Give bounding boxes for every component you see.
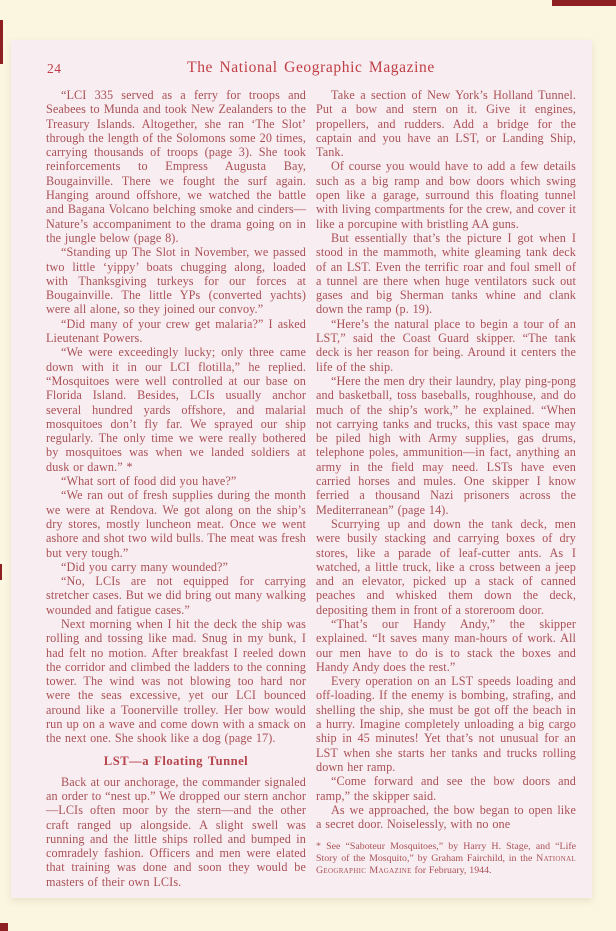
paragraph: “Here’s the natural place to begin a tour of an LST,” said the Coast Guard skipper. “The tank deck is her reason for being. Around it centers the life of the ship. <box>316 316 576 374</box>
running-title: The National Geographic Magazine <box>187 59 435 76</box>
paragraph: “No, LCIs are not equipped for carrying stretcher cases. But we did bring out many walking wounded and fatigue cases.” <box>46 574 306 617</box>
footnote-text: for February, 1944. <box>411 865 492 877</box>
text-columns <box>46 88 576 889</box>
left-column <box>46 88 306 889</box>
paragraph: Next morning when I hit the deck the ship was rolling and tossing like mad. Snug in my bunk, I had felt no motion. After breakfast I reeled down the corridor and climbed the ladders to the conning tower. The wind was not blowing too hard nor were the seas excessive, yet our LCI bounced around like a Toonerville trolley. Her bow would run up on a wave and come down with a smack on the next one. She shook like a dog (page 17). <box>46 616 306 746</box>
book-edge-accent-bottom-left <box>0 923 8 931</box>
paragraph: But essentially that’s the picture I got when I stood in the mammoth, white gleaming tank deck of an LST. Even the terrific roar and foul smell of a tunnel are there when huge ventilators suck out gases and big Sherman tanks whine and clank down the ramp (p. 19). <box>316 230 576 317</box>
book-edge-accent-top-right <box>552 0 616 6</box>
paragraph: Scurrying up and down the tank deck, men were busily stacking and carrying boxes of dry stores, like a parade of leaf-cutter ants. As I watched, a little truck, like a cross between a jeep and an elevator, picked up a stack of canned peaches and whisked them down the deck, depositing them in front of a storeroom door. <box>316 516 576 617</box>
paragraph: “We ran out of fresh supplies during the month we were at Rendova. We got along on the ship’s dry stores, mostly luncheon meat. Once we went ashore and shot two wild bulls. The meat was fresh but very tough.” <box>46 488 306 560</box>
paragraph: “Here the men dry their laundry, play ping-pong and basketball, toss baseballs, roughhouse, and do much of the ship’s work,” he explained. “When not carrying tanks and trucks, this vast space may be piled high with Army supplies, gas drums, telephone poles, ammunition—in fact, anything an army in the field may need. LSTs have even carried horses and mules. One skipper I know ferried a thousand Nazi prisoners across the Mediterranean” (page 14). <box>316 373 576 517</box>
paragraph: “LCI 335 served as a ferry for troops and Seabees to Munda and took New Zealanders to the Treasury Islands. Altogether, she ran ‘The Slot’ through the length of the Solomons some 20 times, carrying thousands of troops (page 3). She took reinforcements to Empress Augusta Bay, Bougainville. There we fought the surf again. Hanging around offshore, we watched the battle and Bagana Volcano belching smoke and cinders—Nature’s accompaniment to the drama going on in the jungle below (page 8). <box>46 88 306 245</box>
footnote-magazine-name: National Geographic Magazine <box>316 853 576 877</box>
paragraph: “What sort of food did you have?” <box>61 474 237 489</box>
magazine-page <box>11 40 592 898</box>
paragraph: “Did many of your crew get malaria?” I asked Lieutenant Powers. <box>46 316 306 346</box>
footnote <box>316 841 576 877</box>
paragraph: Back at our anchorage, the commander signaled an order to “nest up.” We dropped our stern anchor—LCIs often moor by the stern—and the other craft ranged up alongside. A slight swell was running and the little ships rolled and bumped in comradely fashion. Officers and men were elated that training was done and soon they would be masters of their own LCIs. <box>46 774 306 889</box>
paragraph: “Come forward and see the bow doors and ramp,” the skipper said. <box>316 774 576 803</box>
paragraph: “Did you carry many wounded?” <box>61 559 229 574</box>
section-heading: LST—a Floating Tunnel <box>103 753 249 768</box>
book-edge-accent-left-mid <box>0 564 2 580</box>
paragraph: “We were exceedingly lucky; only three came down with it in our LCI flotilla,” he replied. “Mosquitoes were well controlled at our base on Florida Island. Besides, LCIs usually anchor several hundred yards offshore, and malarial mosquitoes don’t fly far. We sprayed our ship regularly. The only time we were really bothered by mosquitoes was when we landed soldiers at dusk or dawn.” * <box>46 345 306 474</box>
paragraph: Every operation on an LST speeds loading and off-loading. If the enemy is bombing, strafing, and shelling the ship, she must be got off the beach in a hurry. Imagine completely unloading a big cargo ship in 45 minutes! Yet that’s not unusual for an LST when she starts her tanks and trucks rolling down her ramp. <box>316 674 576 774</box>
paragraph: Take a section of New York’s Holland Tunnel. Put a bow and stern on it. Give it engines, propellers, and rudders. Add a bridge for the captain and you have an LST, or Landing Ship, Tank. <box>316 88 576 160</box>
right-column <box>316 88 576 889</box>
book-edge-accent-left-top <box>0 20 3 64</box>
paragraph: As we approached, the bow began to open like a secret door. Noiselessly, with no one <box>316 802 576 832</box>
paragraph: “Standing up The Slot in November, we passed two little ‘yippy’ boats chugging along, loaded with Thanksgiving turkeys for our forces at Bougainville. The little YPs (converted yachts) were all alone, so they joined our convoy.” <box>46 245 306 317</box>
paragraph: Of course you would have to add a few details such as a big ramp and bow doors which swing open like a garage, surround this floating tunnel with living compartments for the crew, and cover it like a porcupine with bristling AA guns. <box>316 159 576 231</box>
page-number: 24 <box>47 61 62 76</box>
page-header <box>46 59 576 79</box>
paragraph: “That’s our Handy Andy,” the skipper explained. “It saves many man-hours of work. All our men have to do is to stack the boxes and Handy Andy does the rest.” <box>316 616 576 674</box>
footnote-text: * See “Saboteur Mosquitoes,” by Harry H. Stage, and “Life Story of the Mosquito,” by Graham Fairchild, in the <box>316 841 576 865</box>
